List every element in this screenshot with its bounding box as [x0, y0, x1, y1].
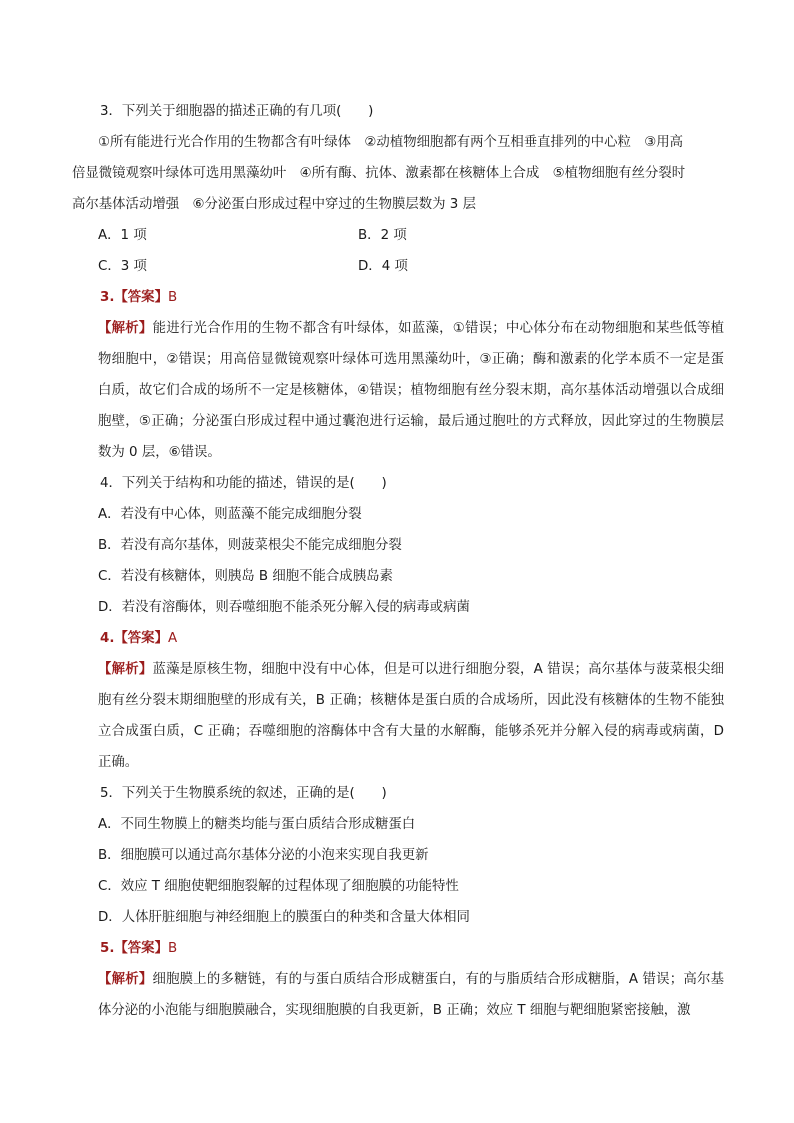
question-3-options-row-1 [72, 220, 724, 251]
question-3-option-c: C．3 项 [98, 259, 147, 274]
answer-label: 3.【答案】 [100, 290, 168, 305]
question-4-option-a: A．若没有中心体，则蓝藻不能完成细胞分裂 [98, 507, 362, 522]
answer-value: B [167, 290, 178, 305]
question-5-stem: 5．下列关于生物膜系统的叙述，正确的是( ) [100, 786, 387, 801]
answer-value: A [167, 631, 178, 646]
question-3-answer [72, 282, 724, 313]
answer-label: 4.【答案】 [100, 631, 168, 646]
analysis-text: 细胞膜上的多糖链，有的与蛋白质结合形成糖蛋白，有的与脂质结合形成糖脂，A 错误；高尔基体分泌的小泡能与细胞膜融合，实现细胞膜的自我更新，B 正确；效应 T 细胞与靶细胞紧密接触，激 [98, 972, 724, 1018]
analysis-label: 【解析】 [98, 662, 153, 677]
question-4-stem: 4．下列关于结构和功能的描述，错误的是( ) [100, 476, 387, 491]
question-5-analysis [72, 964, 724, 1026]
question-3-option-d: D．4 项 [358, 259, 408, 274]
analysis-text: 能进行光合作用的生物不都含有叶绿体，如蓝藻，①错误；中心体分布在动物细胞和某些低等植物细胞中，②错误；用高倍显微镜观察叶绿体可选用黑藻幼叶，③正确；酶和激素的化学本质不一定是蛋白质，故它们合成的场所不一定是核糖体，④错误；植物细胞有丝分裂末期，高尔基体活动增强以合成细胞壁，⑤正确；分泌蛋白形成过程中通过囊泡进行运输，最后通过胞吐的方式释放，因此穿过的生物膜层数为 0 层，⑥错误。 [98, 321, 724, 460]
question-4-option-b: B．若没有高尔基体，则菠菜根尖不能完成细胞分裂 [98, 538, 402, 553]
analysis-label: 【解析】 [98, 972, 153, 987]
answer-value: B [167, 941, 178, 956]
question-4-analysis [72, 654, 724, 778]
question-3-analysis [72, 313, 724, 468]
question-4-option-c: C．若没有核糖体，则胰岛 B 细胞不能合成胰岛素 [98, 569, 393, 584]
question-5-option-b: B．细胞膜可以通过高尔基体分泌的小泡来实现自我更新 [98, 848, 429, 863]
question-4-option-d: D．若没有溶酶体，则吞噬细胞不能杀死分解入侵的病毒或病菌 [98, 600, 470, 615]
question-3-option-b: B．2 项 [358, 228, 407, 243]
question-3-items-line-2: 倍显微镜观察叶绿体可选用黑藻幼叶 ④所有酶、抗体、激素都在核糖体上合成 ⑤植物细胞有丝分裂时 [72, 166, 686, 181]
question-5-option-c: C．效应 T 细胞使靶细胞裂解的过程体现了细胞膜的功能特性 [98, 879, 459, 894]
question-5-option-a: A．不同生物膜上的糖类均能与蛋白质结合形成糖蛋白 [98, 817, 416, 832]
question-3-stem: 3．下列关于细胞器的描述正确的有几项( ) [100, 104, 374, 119]
analysis-text: 蓝藻是原核生物，细胞中没有中心体，但是可以进行细胞分裂，A 错误；高尔基体与菠菜根尖细胞有丝分裂末期细胞壁的形成有关，B 正确；核糖体是蛋白质的合成场所，因此没有核糖体的生物不能独立合成蛋白质，C 正确；吞噬细胞的溶酶体中含有大量的水解酶，能够杀死并分解入侵的病毒或病菌，D 正确。 [98, 662, 724, 770]
question-5-answer [72, 933, 724, 964]
question-3-option-a: A．1 项 [98, 228, 147, 243]
page-content [72, 96, 724, 1026]
question-4-answer [72, 623, 724, 654]
question-3-options-row-2 [72, 251, 724, 282]
question-3-items-line-1: ①所有能进行光合作用的生物都含有叶绿体 ②动植物细胞都有两个互相垂直排列的中心粒 ③用高 [98, 135, 684, 150]
question-5-option-d: D．人体肝脏细胞与神经细胞上的膜蛋白的种类和含量大体相同 [98, 910, 470, 925]
answer-label: 5.【答案】 [100, 941, 168, 956]
question-3-items-line-3: 高尔基体活动增强 ⑥分泌蛋白形成过程中穿过的生物膜层数为 3 层 [72, 197, 476, 212]
analysis-label: 【解析】 [98, 321, 153, 336]
